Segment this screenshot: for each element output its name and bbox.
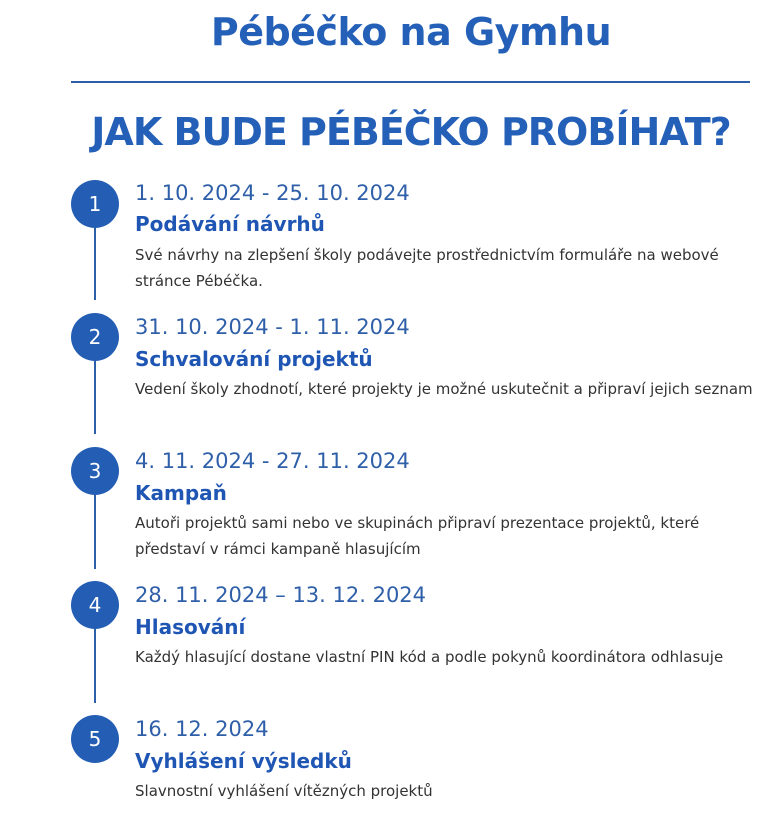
step-date: 16. 12. 2024 <box>135 717 269 741</box>
step-date: 28. 11. 2024 – 13. 12. 2024 <box>135 583 427 607</box>
step-number-badge: 2 <box>71 313 119 361</box>
step-description: Autoři projektů sami nebo ve skupinách připraví prezentace projektů, které představí v rámci kampaně hlasujícím <box>135 514 700 558</box>
step-date: 4. 11. 2024 - 27. 11. 2024 <box>135 449 410 473</box>
step-description: Slavnostní vyhlášení vítězných projektů <box>135 782 433 800</box>
timeline-connector <box>94 228 96 300</box>
step-title: Schvalování projektů <box>135 347 373 371</box>
step-number-badge: 1 <box>71 180 119 228</box>
step-title: Hlasování <box>135 615 246 639</box>
timeline-connector <box>94 495 96 569</box>
timeline-connector <box>94 361 96 434</box>
step-title: Vyhlášení výsledků <box>135 749 352 773</box>
step-number-badge: 4 <box>71 581 119 629</box>
step-number-badge: 3 <box>71 447 119 495</box>
step-description: Každý hlasující dostane vlastní PIN kód a podle pokynů koordinátora odhlasuje <box>135 648 724 666</box>
step-date: 1. 10. 2024 - 25. 10. 2024 <box>135 181 410 205</box>
divider <box>71 81 750 83</box>
step-title: Kampaň <box>135 481 227 505</box>
step-date: 31. 10. 2024 - 1. 11. 2024 <box>135 315 410 339</box>
step-description: Své návrhy na zlepšení školy podávejte prostřednictvím formuláře na webové stránce Pébéčka. <box>135 246 719 290</box>
timeline-connector <box>94 629 96 703</box>
page-title: Pébéčko na Gymhu <box>210 10 612 54</box>
step-number-badge: 5 <box>71 715 119 763</box>
step-title: Podávání návrhů <box>135 212 325 236</box>
section-heading: JAK BUDE PÉBÉČKO PROBÍHAT? <box>91 110 731 154</box>
step-description: Vedení školy zhodnotí, které projekty je možné uskutečnit a připraví jejich seznam <box>135 380 753 398</box>
